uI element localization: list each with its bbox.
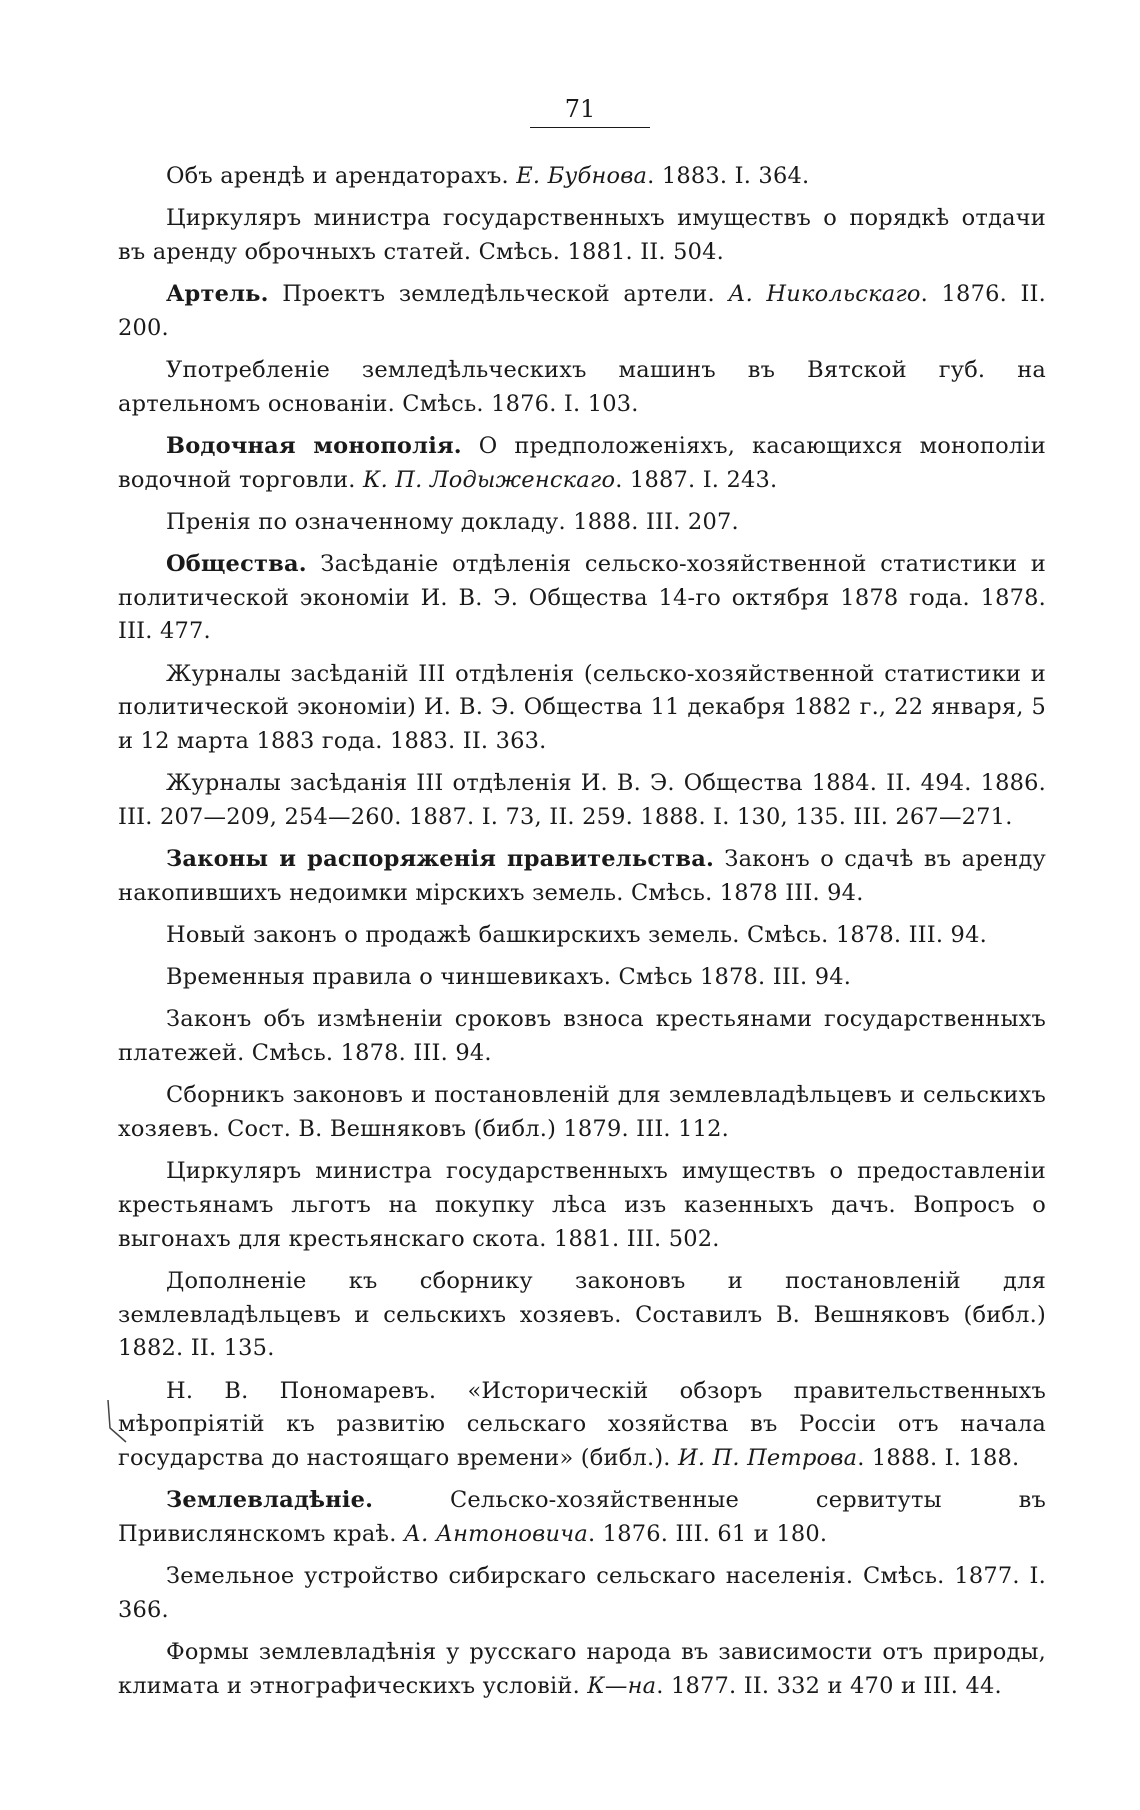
- entry: Новый законъ о продажѣ башкирскихъ земель. Смѣсь. 1878. III. 94.: [166, 922, 987, 949]
- entry: Журналы засѣданій III отдѣленія (сельско-хозяйственной статистики и политической экономіи) И. В. Э. Общества 11 декабря 1882 г., 22 января, 5 и 12 марта 1883 года. 1883. II. 363.: [118, 660, 1046, 755]
- entry: Временныя правила о чиншевикахъ. Смѣсь 1878. III. 94.: [166, 964, 852, 991]
- entry: Сборникъ законовъ и постановленій для землевладѣльцевъ и сельскихъ хозяевъ. Сост. В. Вешняковъ (библ.) 1879. III. 112.: [118, 1082, 1046, 1143]
- entry: Законы и распоряженія правительства. Законъ о сдачѣ въ аренду накопившихъ недоимки мірскихъ земель. Смѣсь. 1878 III. 94.: [118, 846, 1046, 906]
- author: К. П. Лодыженскаго: [362, 466, 616, 493]
- author: И. П. Петрова: [678, 1444, 858, 1471]
- entry: Артель. Проектъ земледѣльческой артели. А. Никольскаго. 1876. II. 200.: [118, 281, 1046, 341]
- entry: Землевладѣніе. Сельско-хозяйственные сервитуты въ Привислянскомъ краѣ. А. Антоновича. 1876. III. 61 и 180.: [118, 1487, 1046, 1547]
- author: Е. Бубнова: [516, 163, 648, 189]
- section-heading: Водочная монополія.: [166, 432, 462, 459]
- entry: Дополненіе къ сборнику законовъ и постановленій для землевладѣльцевъ и сельскихъ хозяевъ. Составилъ В. Вешняковъ (библ.) 1882. II. 135.: [118, 1267, 1046, 1362]
- entry: Пренія по означенному докладу. 1888. III. 207.: [166, 508, 739, 535]
- page-number-rule: [530, 127, 650, 128]
- entry: Журналы засѣданія III отдѣленія И. В. Э. Общества 1884. II. 494. 1886. III. 207—209, 254—260. 1887. I. 73, II. 259. 1888. I. 130, 135. III. 267—271.: [118, 770, 1046, 830]
- section-heading: Законы и распоряженія правительства.: [166, 846, 715, 873]
- entry: Циркуляръ министра государственныхъ имуществъ о порядкѣ отдачи въ аренду оброчныхъ статей. Смѣсь. 1881. II. 504.: [118, 205, 1046, 265]
- entry: Формы землевладѣнія у русскаго народа въ зависимости отъ природы, климата и этнографическихъ условій. К—на. 1877. II. 332 и 470 и III. 44.: [118, 1638, 1046, 1699]
- page-number: 71: [564, 95, 596, 123]
- entry: Земельное устройство сибирскаго сельскаго населенія. Смѣсь. 1877. I. 366.: [118, 1563, 1046, 1623]
- entry: Употребленіе земледѣльческихъ машинъ въ Вятской губ. на артельномъ основаніи. Смѣсь. 1876. I. 103.: [118, 357, 1046, 417]
- section-heading: Землевладѣніе.: [166, 1487, 374, 1514]
- author: К—на: [587, 1672, 657, 1699]
- entry: Циркуляръ министра государственныхъ имуществъ о предоставленіи крестьянамъ льготъ на покупку лѣса изъ казенныхъ дачъ. Вопросъ о выгонахъ для крестьянскаго скота. 1881. III. 502.: [118, 1158, 1046, 1252]
- entry: Н. В. Пономаревъ. «Историческій обзоръ правительственныхъ мѣропріятій къ развитію сельскаго хозяйства въ Россіи отъ начала государства до настоящаго времени» (библ.). И. П. Петрова. 1888. I. 188.: [118, 1377, 1046, 1471]
- pencil-mark: [104, 1398, 130, 1446]
- entry: Законъ объ измѣненіи сроковъ взноса крестьянами государственныхъ платежей. Смѣсь. 1878. III. 94.: [118, 1006, 1046, 1067]
- section-heading: Общества.: [166, 551, 307, 578]
- entry: Общества. Засѣданіе отдѣленія сельско-хозяйственной статистики и политической экономіи И. В. Э. Общества 14-го октября 1878 года. 1878. III. 477.: [118, 551, 1046, 645]
- author: А. Антоновича: [403, 1520, 588, 1547]
- entry: Водочная монополія. О предположеніяхъ, касающихся монополіи водочной торговли. К. П. Лодыженскаго. 1887. I. 243.: [118, 432, 1046, 493]
- author: А. Никольскаго: [728, 281, 921, 308]
- bibliography-text: [118, 160, 1046, 1712]
- section-heading: Артель.: [166, 281, 269, 308]
- entry: Объ арендѣ и арендаторахъ. Е. Бубнова. 1883. I. 364.: [166, 163, 810, 189]
